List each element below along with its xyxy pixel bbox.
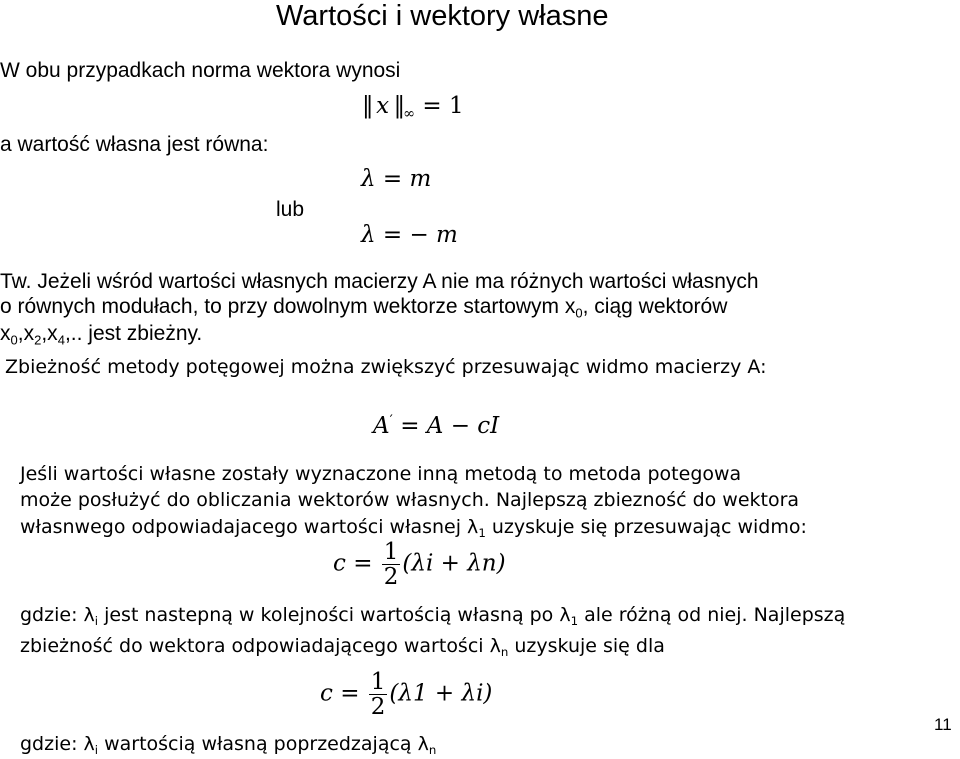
theorem-line-1: Tw. Jeżeli wśród wartości własnych macierzy A nie ma różnych wartości własnych: [0, 270, 759, 293]
intro-norm-text: W obu przypadkach norma wektora wynosi: [0, 59, 401, 82]
c-formula-2: c = $\frac{1}{2}$ (λ1 + λi): [320, 669, 493, 721]
fraction-half: $\frac{1}{2}$: [383, 539, 399, 591]
norm-formula: ‖ x $‖_\infty = 1$: [362, 93, 464, 122]
paragraph-line-2: może posłużyć do obliczania wektorów własnych. Najlepszą zbiezność do wektora: [20, 489, 800, 511]
shift-formula: A′ = A − cI: [373, 413, 500, 439]
paragraph-line-1: Jeśli wartości własne zostały wyznaczone inną metodą to metoda potegowa: [20, 463, 742, 485]
where-line-3: gdzie: $\lambda_i$ wartością własną poprzedzającą $\lambda_n$: [20, 733, 437, 758]
norm-rhs: = 1: [422, 93, 464, 119]
lambda-equals-minus-m: λ = − m: [361, 222, 458, 248]
where-line-1: gdzie: $\lambda_i$ jest nastepną w kolejności wartością własną po $\lambda_1$ ale różną od niej. Najlepszą: [20, 604, 846, 629]
norm-infinity: ∞: [403, 105, 416, 122]
page-number: 11: [934, 715, 952, 734]
theorem-line-2: o równych modułach, to przy dowolnym wektorze startowym $x_0$, ciąg wektorów: [0, 295, 728, 321]
page-title: Wartości i wektory własne: [276, 0, 609, 32]
lambda-equals-m: λ = m: [361, 166, 432, 192]
or-label: lub: [276, 198, 305, 221]
convergence-text: Zbieżność metody potęgowej można zwiększyć przesuwając widmo macierzy A:: [5, 356, 767, 378]
paragraph-line-3: własnwego odpowiadajacego wartości własnej $\lambda_1$ uzyskuje się przesuwając widmo:: [20, 516, 807, 541]
where-line-2: zbieżność do wektora odpowiadającego wartości $\lambda_n$ uzyskuje się dla: [20, 635, 665, 660]
norm-x: x: [376, 93, 390, 119]
theorem-line-3: $x_0,x_2,x_4$,.. jest zbieżny.: [0, 322, 203, 348]
c-formula-1: c = $\frac{1}{2}$ (λi + λn): [333, 539, 506, 591]
intro-eigenvalue-text: a wartość własna jest równa:: [0, 133, 269, 156]
fraction-half-2: $\frac{1}{2}$: [370, 669, 386, 721]
